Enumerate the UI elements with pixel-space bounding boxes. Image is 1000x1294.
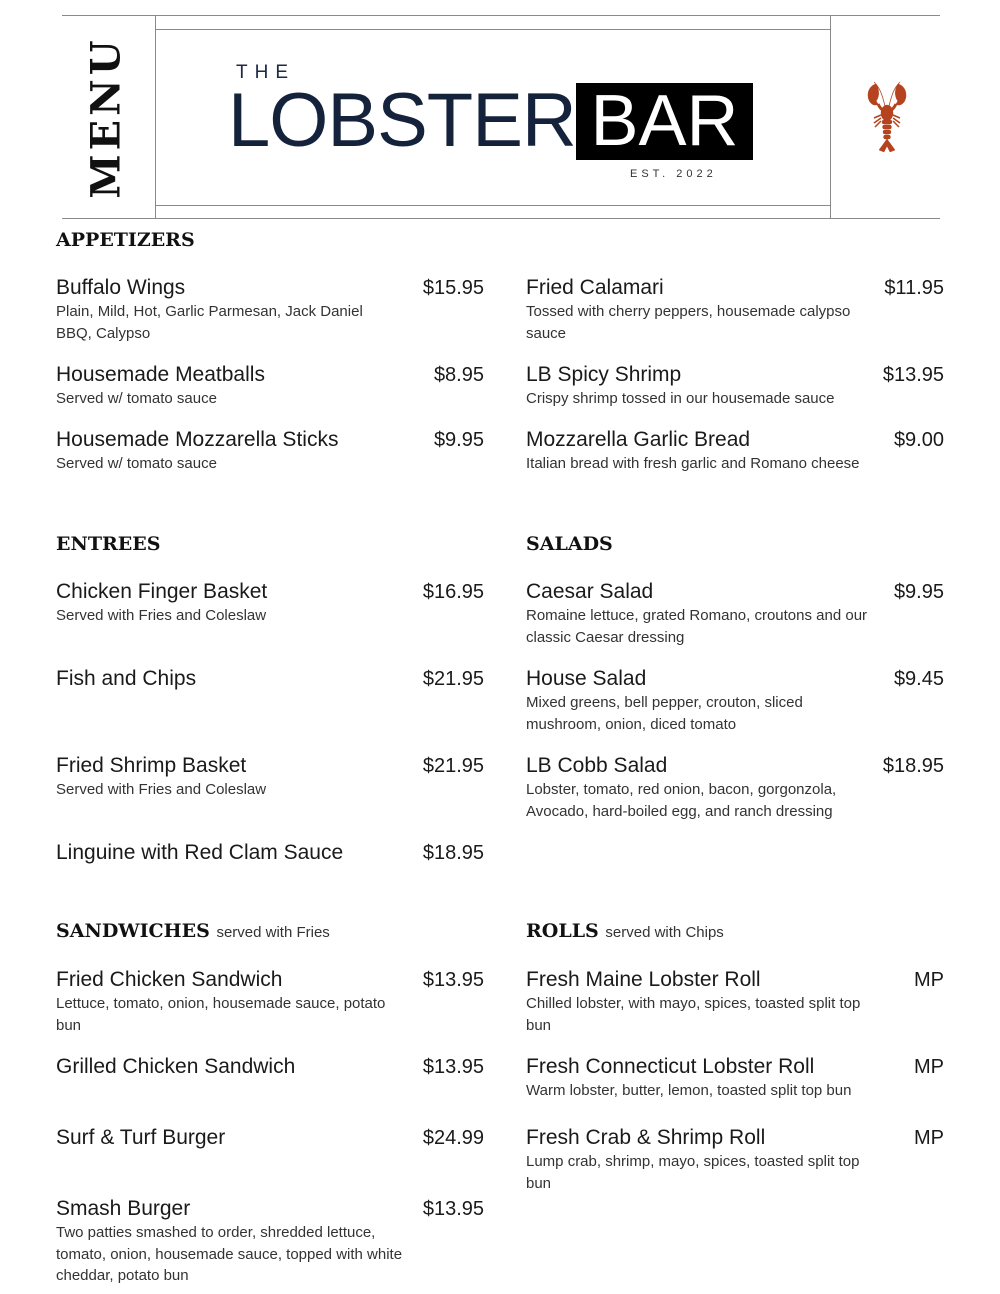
section-entrees-label: ENTREES (56, 533, 161, 555)
menu-item (516, 1125, 944, 1194)
item-name: Fried Calamari (526, 276, 664, 299)
menu-item (516, 362, 944, 410)
item-price: $13.95 (422, 1198, 484, 1220)
header-inner-top-rule (155, 29, 831, 30)
item-price: MP (914, 1056, 944, 1078)
menu-item (56, 579, 484, 627)
logo-bar-box (576, 83, 753, 160)
item-description: Italian bread with fresh garlic and Romano cheese (526, 455, 860, 472)
item-price: $16.95 (422, 581, 484, 603)
menu-item (516, 1054, 944, 1102)
item-price: $8.95 (433, 364, 484, 386)
item-name: Smash Burger (56, 1197, 191, 1220)
item-name: Housemade Mozzarella Sticks (56, 428, 339, 451)
item-description: Lobster, tomato, red onion, bacon, gorgonzola, Avocado, hard-boiled egg, and ranch dressing (526, 781, 837, 820)
section-title-appetizers (56, 229, 195, 251)
section-title-sandwiches (56, 920, 330, 942)
section-title-rolls (526, 920, 724, 942)
item-description: Served w/ tomato sauce (56, 455, 217, 472)
item-name: Buffalo Wings (56, 276, 186, 299)
menu-item (516, 275, 944, 344)
menu-item (56, 666, 484, 692)
header-bottom-rule (62, 218, 940, 219)
item-price: $15.95 (422, 277, 484, 299)
item-description: Tossed with cherry peppers, housemade calypso sauce (526, 303, 851, 342)
header-inner-bottom-rule (155, 205, 831, 206)
item-name: Fish and Chips (56, 667, 197, 690)
item-name: Housemade Meatballs (56, 363, 265, 386)
menu-item (516, 666, 944, 735)
item-price: $13.95 (422, 969, 484, 991)
item-price: MP (914, 1127, 944, 1149)
item-price: $24.99 (422, 1127, 484, 1149)
item-name: Surf & Turf Burger (56, 1126, 226, 1149)
menu-item (56, 362, 484, 410)
logo-bar: BAR (590, 81, 739, 161)
item-description: Warm lobster, butter, lemon, toasted split top bun (526, 1082, 852, 1099)
item-price: $9.00 (893, 429, 944, 451)
item-price: $13.95 (882, 364, 944, 386)
item-price: $21.95 (422, 668, 484, 690)
section-appetizers-label: APPETIZERS (56, 229, 195, 251)
item-description: Served with Fries and Coleslaw (56, 607, 267, 624)
item-description: Lump crab, shrimp, mayo, spices, toasted split top bun (526, 1153, 860, 1192)
item-name: Linguine with Red Clam Sauce (56, 841, 344, 864)
section-title-entrees (56, 533, 160, 555)
section-title-salads (526, 533, 613, 555)
item-name: Grilled Chicken Sandwich (56, 1055, 296, 1078)
menu-item (56, 1196, 484, 1287)
item-name: Caesar Salad (526, 580, 654, 603)
section-salads-label: SALADS (526, 533, 613, 555)
item-price: $9.45 (893, 668, 944, 690)
item-price: $11.95 (884, 277, 944, 299)
item-description: Crispy shrimp tossed in our housemade sauce (526, 390, 835, 407)
item-price: $9.95 (893, 581, 944, 603)
lobster-icon (862, 80, 912, 156)
item-name: Fried Shrimp Basket (56, 754, 247, 777)
section-rolls-label: ROLLS (526, 920, 599, 942)
section-sandwiches-label: SANDWICHES (56, 920, 210, 942)
section-sandwiches-note: served with Fries (216, 924, 330, 941)
menu-item (516, 967, 944, 1036)
menu-item (56, 753, 484, 801)
menu-label-text: MENU (82, 35, 130, 199)
item-name: Fresh Crab & Shrimp Roll (526, 1126, 766, 1149)
section-rolls-note: served with Chips (605, 924, 724, 941)
item-name: Mozzarella Garlic Bread (526, 428, 751, 451)
menu-item (56, 427, 484, 475)
header-top-rule (62, 15, 940, 16)
menu-item (516, 753, 944, 822)
item-price: $21.95 (422, 755, 484, 777)
item-description: Served with Fries and Coleslaw (56, 781, 267, 798)
logo-established: EST. 2022 (630, 168, 717, 180)
item-name: Fresh Connecticut Lobster Roll (526, 1055, 815, 1078)
item-description: Romaine lettuce, grated Romano, croutons and our classic Caesar dressing (526, 607, 868, 646)
menu-item (56, 275, 484, 344)
item-price: MP (914, 969, 944, 991)
menu-item (516, 427, 944, 475)
menu-item (56, 1125, 484, 1151)
item-name: Fresh Maine Lobster Roll (526, 968, 761, 991)
item-description: Mixed greens, bell pepper, crouton, sliced mushroom, onion, diced tomato (526, 694, 803, 733)
menu-item (56, 1054, 484, 1080)
item-name: LB Cobb Salad (526, 754, 668, 777)
logo-the: THE (236, 62, 295, 83)
item-name: Fried Chicken Sandwich (56, 968, 283, 991)
item-description: Served w/ tomato sauce (56, 390, 217, 407)
item-name: House Salad (526, 667, 647, 690)
logo-lobster: LOBSTER (228, 78, 576, 163)
item-description: Plain, Mild, Hot, Garlic Parmesan, Jack Daniel BBQ, Calypso (56, 303, 363, 342)
item-name: LB Spicy Shrimp (526, 363, 682, 386)
item-description: Chilled lobster, with mayo, spices, toasted split top bun (526, 995, 861, 1034)
header-right-divider (830, 15, 831, 219)
item-price: $13.95 (422, 1056, 484, 1078)
menu-item (516, 579, 944, 648)
menu-vertical-label (56, 35, 156, 199)
menu-item (56, 967, 484, 1036)
item-description: Two patties smashed to order, shredded lettuce, tomato, onion, housemade sauce, topped with white cheddar, potato bun (56, 1224, 403, 1284)
item-price: $18.95 (422, 842, 484, 864)
menu-item (56, 840, 484, 866)
item-name: Chicken Finger Basket (56, 580, 268, 603)
item-description: Lettuce, tomato, onion, housemade sauce, potato bun (56, 995, 386, 1034)
item-price: $18.95 (882, 755, 944, 777)
item-price: $9.95 (433, 429, 484, 451)
